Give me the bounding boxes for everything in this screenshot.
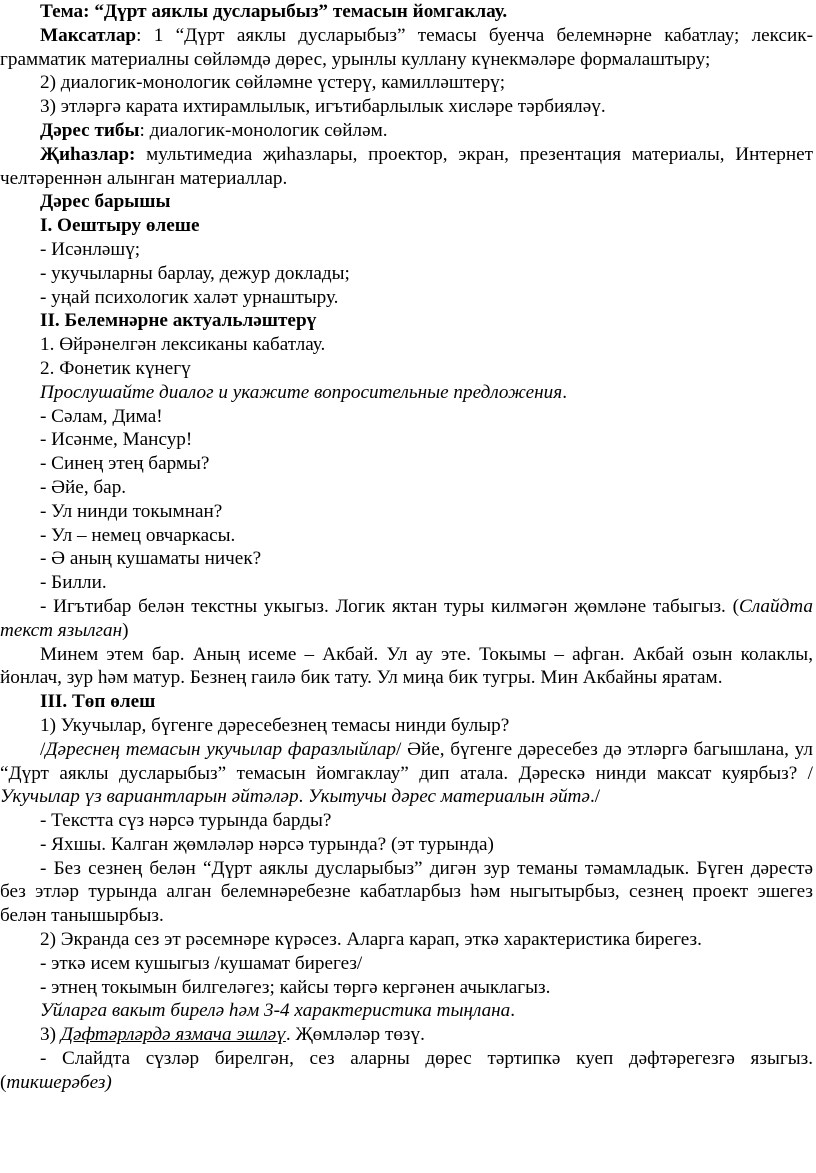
section1-item: - уңай психологик халәт урнаштыру. — [40, 286, 339, 308]
dialog-line: - Исәнме, Мансур! — [40, 429, 193, 451]
section3-question-2b: - этнең токымын билгеләгез; кайсы төргә кергәнен ачыклагыз. — [40, 976, 551, 998]
text-task: - Игътибар белән текстны укыгыз. Логик яктан туры килмәгән җөмләне табыгыз. (Слайдта текст язылган) — [0, 595, 813, 641]
section2-instruction: Прослушайте диалог и укажите вопросительные предложения. — [40, 381, 567, 403]
dialog-line: - Билли. — [40, 572, 107, 594]
section2-heading: II. Белемнәрне актуальләштерү — [40, 310, 317, 332]
goals-item-2: 2) диалогик-монологик сөйләмне үстерү, камилләштерү; — [40, 72, 506, 94]
section3-heading: III. Төп өлеш — [40, 691, 156, 713]
section3-question-1: 1) Укучылар, бүгенге дәресебезнең темасы нинди булыр? — [40, 714, 510, 736]
section2-item-1: 1. Өйрәнелгән лексиканы кабатлау. — [40, 334, 326, 356]
section3-line: - Яхшы. Калган җөмләләр нәрсә турында? (эт турында) — [40, 833, 494, 855]
goals-paragraph — [0, 24, 813, 72]
section3-question-3: 3) Дәфтәрләрдә язмача эшләү. Җөмләләр төзү. — [40, 1024, 425, 1046]
goals-label: Максатлар — [40, 24, 137, 46]
dialog-line: - Ул нинди токымнан? — [40, 500, 223, 522]
dialog-line: - Әйе, бар. — [40, 476, 127, 498]
section3-question-2: 2) Экранда сез эт рәсемнәре күрәсез. Аларга карап, эткә характеристика бирегез. — [40, 929, 702, 951]
topic-line — [0, 0, 813, 24]
dialog-line: - Ул – немец овчаркасы. — [40, 524, 236, 546]
equipment-label: Җиһазлар: — [40, 143, 136, 165]
section2-item-2: 2. Фонетик күнегү — [40, 357, 191, 379]
lesson-type-line — [0, 119, 813, 143]
dialog-line: - Сәлам, Дима! — [40, 405, 163, 427]
section3-question-2-note: Уйларга вакыт бирелә һәм 3-4 характеристика тыңлана. — [40, 1000, 516, 1022]
section3-question-1-notes: /Дәреснең темасын укучылар фаразлыйлар/ Әйе, бүгенге дәресебез дә этләргә багышлана, ул “Дүрт аяклы дусларыбыз” темасын йомгаклау” дип атала. Дәрескә нинди максат куярбыз? /Укучылар үз вариантларын әйтәләр. Укытучы дәрес материалын әйтә./ — [0, 738, 813, 808]
lesson-type-label: Дәрес тибы — [40, 119, 140, 141]
equipment-text: мультимедиа җиһазлары, проектор, экран, презентация материалы, Интернет челтәреннән алынган материаллар. — [0, 143, 813, 189]
section3-question-3-task: - Слайдта сүзләр бирелгән, сез аларны дөрес тәртипкә куеп дәфтәрегезгә языгыз. (тикшерәбез) — [0, 1048, 813, 1093]
section1-item: - укучыларны барлау, дежур доклады; — [40, 262, 350, 284]
lesson-type-text: : диалогик-монологик сөйләм. — [139, 119, 388, 141]
section3-question-2a: - эткә исем кушыгыз /кушамат бирегез/ — [40, 952, 363, 974]
story-text: Минем этем бар. Аның исеме – Акбай. Ул ау эте. Токымы – афган. Акбай озын колаклы, йонлач, зур һәм матур. Безнең гаилә бик тату. Ул миңа бик тугры. Мин Акбайны яратам. — [0, 643, 813, 689]
topic-text: “Дүрт аяклы дусларыбыз” темасын йомгаклау. — [94, 1, 508, 22]
section3-line: - Без сезнең белән “Дүрт аяклы дусларыбыз” дигән зур теманы тәмамладык. Бүген дәрестә без этләр турында алган белемнәребезне кабатларбыз һәм ныгытырбыз, сезнең проект эшегез белән танышырбыз. — [0, 857, 813, 927]
goals-item-1: : 1 “Дүрт аяклы дусларыбыз” темасы буенча белемнәрне кабатлау; лексик-грамматик материалны сөйләмдә дөрес, урынлы куллану күнекмәләре формалаштыру; — [0, 24, 813, 70]
course-heading: Дәрес барышы — [40, 191, 171, 213]
topic-label: Тема: — [40, 1, 90, 22]
equipment-paragraph — [0, 143, 813, 191]
section1-item: - Исәнләшү; — [40, 238, 141, 260]
dialog-line: - Синең этең бармы? — [40, 453, 210, 475]
goals-item-3: 3) этләргә карата ихтирамлылык, игътибарлылык хисләре тәрбияләү. — [40, 96, 606, 118]
section3-line: - Текстта сүз нәрсә турында барды? — [40, 810, 332, 832]
section1-heading: I. Оештыру өлеше — [40, 215, 200, 237]
dialog-line: - Ә аның кушаматы ничек? — [40, 548, 262, 570]
